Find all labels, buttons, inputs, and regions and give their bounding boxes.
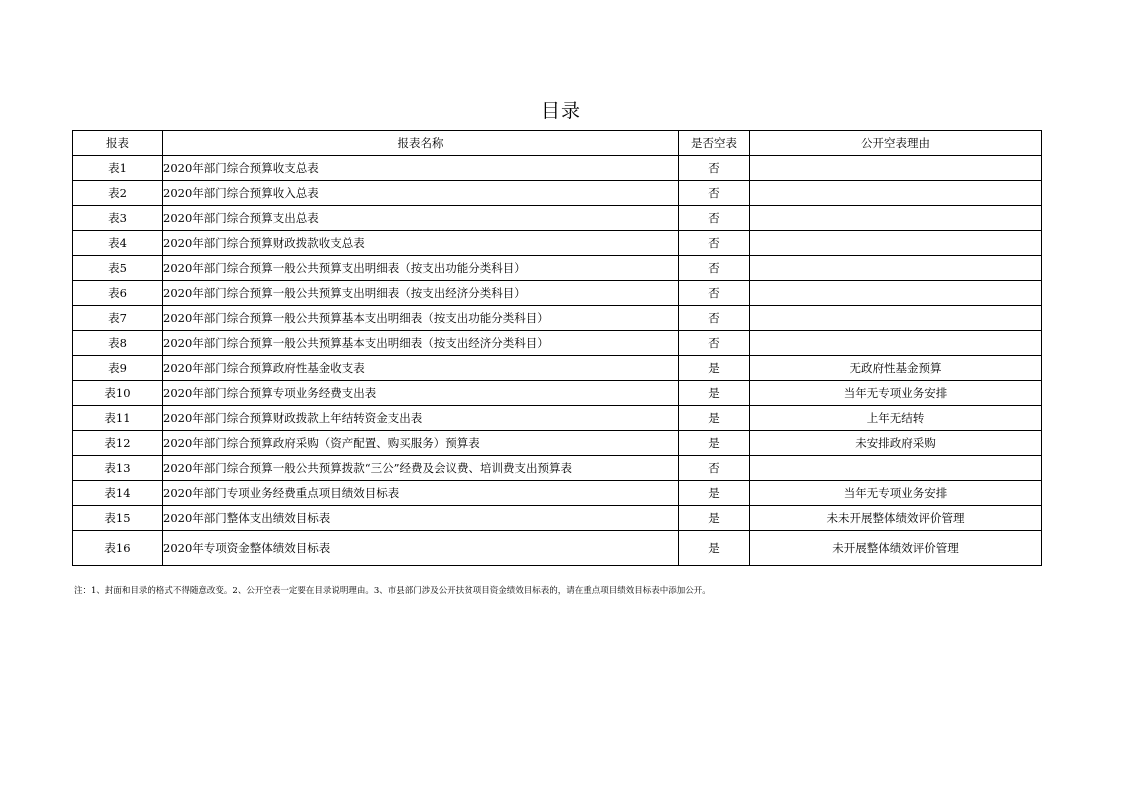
empty-reason-cell: 当年无专项业务安排 (750, 481, 1042, 506)
report-number-cell: 表13 (73, 456, 163, 481)
is-empty-cell: 是 (679, 481, 750, 506)
report-name-cell: 2020年部门综合预算一般公共预算基本支出明细表（按支出经济分类科目） (163, 331, 679, 356)
table-row (73, 456, 1042, 481)
is-empty-cell: 否 (679, 206, 750, 231)
is-empty-cell: 否 (679, 256, 750, 281)
table-row (73, 206, 1042, 231)
is-empty-cell: 是 (679, 431, 750, 456)
empty-reason-cell (750, 256, 1042, 281)
report-name-cell: 2020年部门综合预算一般公共预算支出明细表（按支出功能分类科目） (163, 256, 679, 281)
empty-reason-cell (750, 281, 1042, 306)
header-report: 报表 (73, 131, 163, 156)
is-empty-cell: 否 (679, 456, 750, 481)
table-body (73, 156, 1042, 566)
table-row (73, 531, 1042, 566)
report-number-cell: 表15 (73, 506, 163, 531)
is-empty-cell: 是 (679, 406, 750, 431)
is-empty-cell: 是 (679, 381, 750, 406)
report-name-cell: 2020年部门专项业务经费重点项目绩效目标表 (163, 481, 679, 506)
report-number-cell: 表7 (73, 306, 163, 331)
header-is-empty: 是否空表 (679, 131, 750, 156)
table-row (73, 156, 1042, 181)
header-empty-reason: 公开空表理由 (750, 131, 1042, 156)
table-row (73, 381, 1042, 406)
footnote: 注：1、封面和目录的格式不得随意改变。2、公开空表一定要在目录说明理由。3、市县部门涉及公开扶贫项目资金绩效目标表的，请在重点项目绩效目标表中添加公开。 (74, 586, 711, 596)
header-report-name: 报表名称 (163, 131, 679, 156)
table-row (73, 281, 1042, 306)
empty-reason-cell (750, 156, 1042, 181)
table-row (73, 506, 1042, 531)
report-name-cell: 2020年部门综合预算专项业务经费支出表 (163, 381, 679, 406)
report-number-cell: 表5 (73, 256, 163, 281)
empty-reason-cell (750, 456, 1042, 481)
empty-reason-cell (750, 231, 1042, 256)
report-number-cell: 表8 (73, 331, 163, 356)
empty-reason-cell: 未开展整体绩效评价管理 (750, 531, 1042, 566)
empty-reason-cell: 当年无专项业务安排 (750, 381, 1042, 406)
report-name-cell: 2020年部门综合预算一般公共预算基本支出明细表（按支出功能分类科目） (163, 306, 679, 331)
report-number-cell: 表1 (73, 156, 163, 181)
table-row (73, 481, 1042, 506)
empty-reason-cell: 未安排政府采购 (750, 431, 1042, 456)
is-empty-cell: 是 (679, 356, 750, 381)
is-empty-cell: 否 (679, 156, 750, 181)
table-row (73, 406, 1042, 431)
is-empty-cell: 是 (679, 531, 750, 566)
table-row (73, 431, 1042, 456)
report-number-cell: 表10 (73, 381, 163, 406)
report-name-cell: 2020年部门整体支出绩效目标表 (163, 506, 679, 531)
table-row (73, 306, 1042, 331)
table-row (73, 231, 1042, 256)
table-header-row (73, 131, 1042, 156)
report-name-cell: 2020年部门综合预算财政拨款上年结转资金支出表 (163, 406, 679, 431)
is-empty-cell: 否 (679, 306, 750, 331)
table-row (73, 181, 1042, 206)
report-name-cell: 2020年部门综合预算支出总表 (163, 206, 679, 231)
report-name-cell: 2020年专项资金整体绩效目标表 (163, 531, 679, 566)
report-number-cell: 表14 (73, 481, 163, 506)
catalog-table (72, 130, 1042, 566)
empty-reason-cell (750, 306, 1042, 331)
table-row (73, 256, 1042, 281)
empty-reason-cell (750, 331, 1042, 356)
report-number-cell: 表11 (73, 406, 163, 431)
empty-reason-cell: 未未开展整体绩效评价管理 (750, 506, 1042, 531)
is-empty-cell: 否 (679, 181, 750, 206)
report-number-cell: 表2 (73, 181, 163, 206)
report-number-cell: 表16 (73, 531, 163, 566)
page-title: 目录 (540, 100, 581, 122)
empty-reason-cell: 上年无结转 (750, 406, 1042, 431)
report-name-cell: 2020年部门综合预算财政拨款收支总表 (163, 231, 679, 256)
report-name-cell: 2020年部门综合预算收支总表 (163, 156, 679, 181)
report-name-cell: 2020年部门综合预算政府性基金收支表 (163, 356, 679, 381)
report-number-cell: 表12 (73, 431, 163, 456)
table-row (73, 356, 1042, 381)
table-row (73, 331, 1042, 356)
is-empty-cell: 是 (679, 506, 750, 531)
is-empty-cell: 否 (679, 231, 750, 256)
report-number-cell: 表4 (73, 231, 163, 256)
report-number-cell: 表6 (73, 281, 163, 306)
is-empty-cell: 否 (679, 331, 750, 356)
empty-reason-cell (750, 206, 1042, 231)
empty-reason-cell: 无政府性基金预算 (750, 356, 1042, 381)
report-number-cell: 表9 (73, 356, 163, 381)
is-empty-cell: 否 (679, 281, 750, 306)
report-number-cell: 表3 (73, 206, 163, 231)
report-name-cell: 2020年部门综合预算一般公共预算拨款“三公”经费及会议费、培训费支出预算表 (163, 456, 679, 481)
report-name-cell: 2020年部门综合预算政府采购（资产配置、购买服务）预算表 (163, 431, 679, 456)
report-name-cell: 2020年部门综合预算收入总表 (163, 181, 679, 206)
report-name-cell: 2020年部门综合预算一般公共预算支出明细表（按支出经济分类科目） (163, 281, 679, 306)
empty-reason-cell (750, 181, 1042, 206)
